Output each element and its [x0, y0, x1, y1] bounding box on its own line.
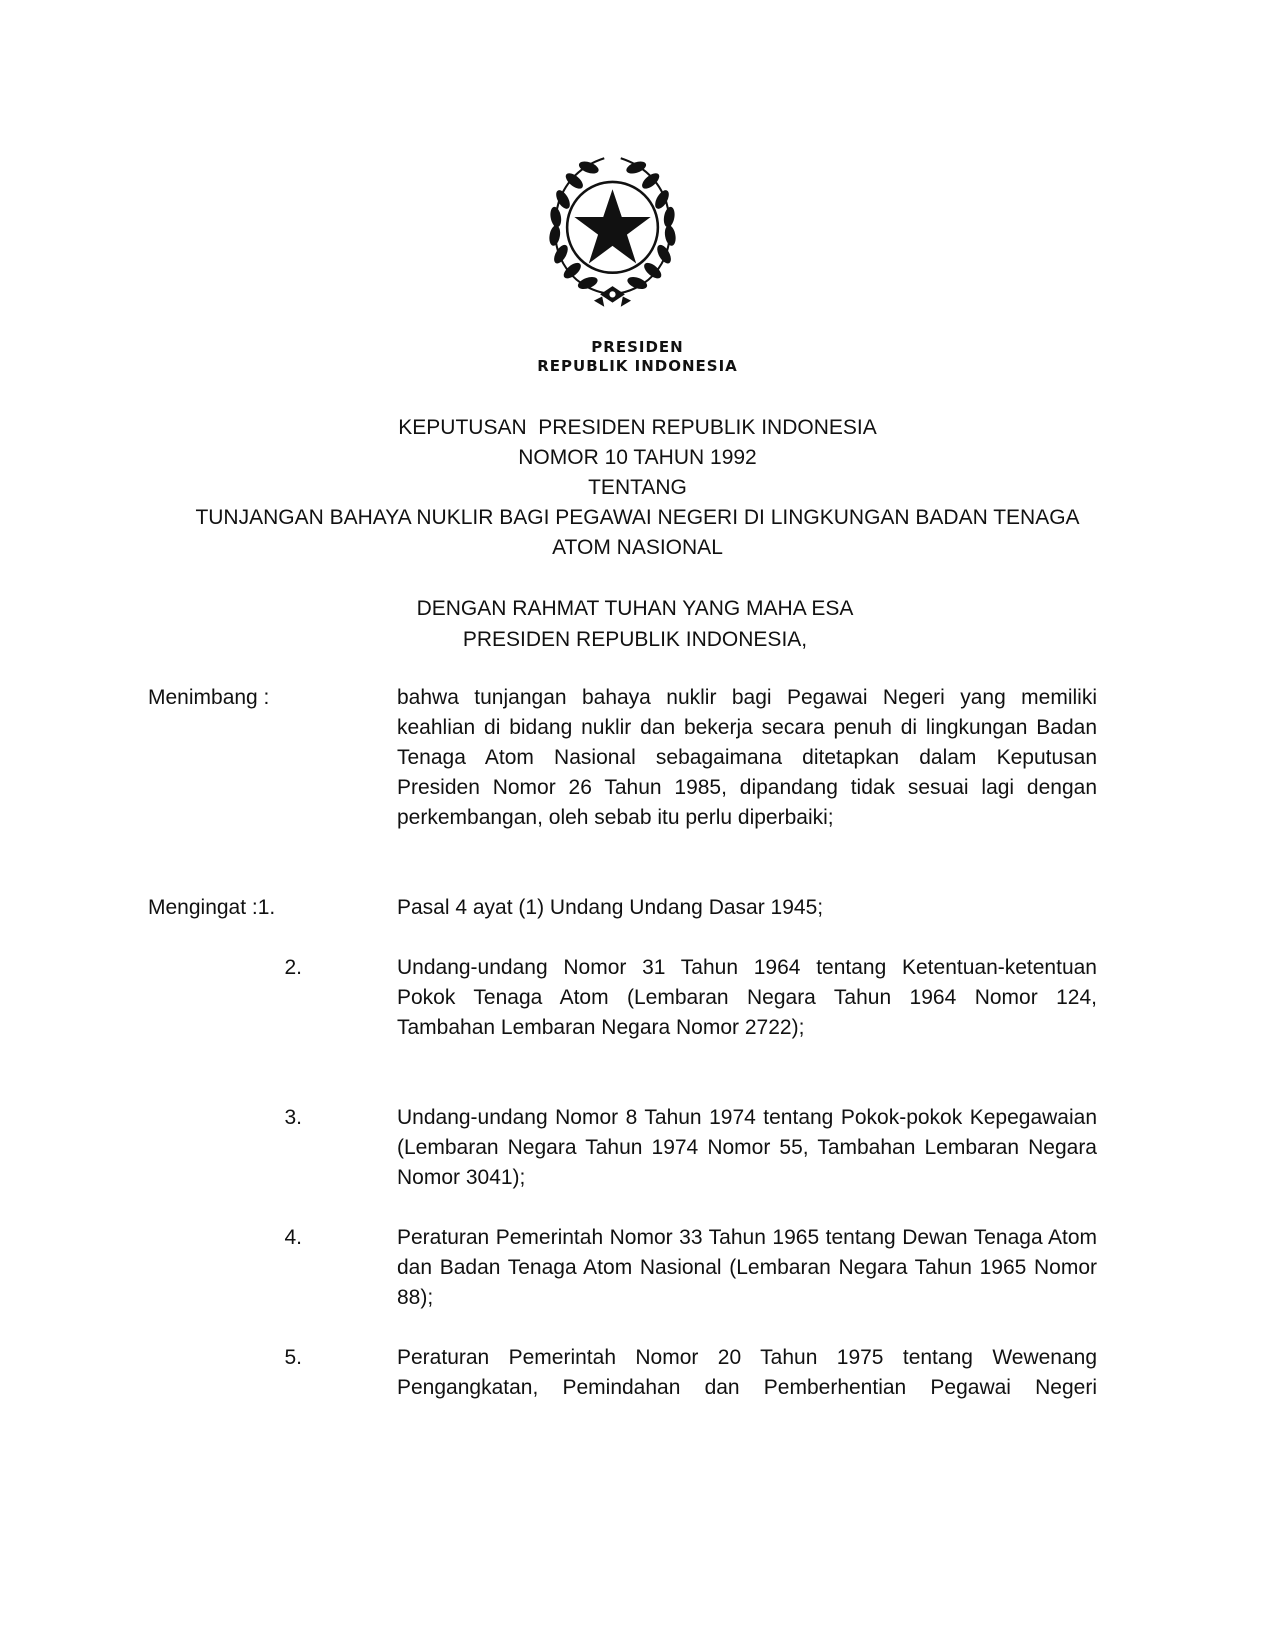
preamble-line2: PRESIDEN REPUBLIK INDONESIA,: [462, 628, 808, 651]
mengingat-item-1: Pasal 4 ayat (1) Undang Undang Dasar 1945;: [397, 896, 824, 919]
menimbang-label: Menimbang :: [148, 686, 270, 709]
mengingat-item-2: Undang-undang Nomor 31 Tahun 1964 tentang Ketentuan-ketentuan Pokok Tenaga Atom (Lembaran Negara Tahun 1964 Nomor 124, Tambahan Lembaran Negara Nomor 2722);: [397, 956, 1097, 1039]
title-line5: ATOM NASIONAL: [552, 536, 723, 559]
mengingat-label: Mengingat :1.: [148, 896, 276, 919]
mengingat-item-5: Peraturan Pemerintah Nomor 20 Tahun 1975 tentang Wewenang Pengangkatan, Pemindahan dan Pemberhentian Pegawai Negeri: [397, 1346, 1097, 1399]
preamble: [360, 593, 910, 655]
decree-title: [150, 413, 1125, 563]
title-line4: TUNJANGAN BAHAYA NUKLIR BAGI PEGAWAI NEGERI DI LINGKUNGAN BADAN TENAGA: [195, 506, 1080, 529]
title-line1: KEPUTUSAN PRESIDEN REPUBLIK INDONESIA: [398, 416, 877, 439]
mengingat-item-3: Undang-undang Nomor 8 Tahun 1974 tentang Pokok-pokok Kepegawaian (Lembaran Negara Tahun 1974 Nomor 55, Tambahan Lembaran Negara Nomor 3041);: [397, 1106, 1097, 1189]
mengingat-item-3-number: 3.: [284, 1106, 302, 1129]
title-line3: TENTANG: [588, 476, 687, 499]
emblem-caption-line2: REPUBLIK INDONESIA: [537, 357, 738, 375]
emblem-caption-line1: PRESIDEN: [591, 338, 684, 356]
title-line2: NOMOR 10 TAHUN 1992: [518, 446, 757, 469]
menimbang-text: bahwa tunjangan bahaya nuklir bagi Pegawai Negeri yang memiliki keahlian di bidang nuklir dan bekerja secara penuh di lingkungan Badan Tenaga Atom Nasional sebagaimana ditetapkan dalam Keputusan Presiden Nomor 26 Tahun 1985, dipandang tidak sesuai lagi dengan perkembangan, oleh sebab itu perlu diperbaiki;: [397, 686, 1097, 829]
mengingat-item-4: Peraturan Pemerintah Nomor 33 Tahun 1965 tentang Dewan Tenaga Atom dan Badan Tenaga Atom Nasional (Lembaran Negara Tahun 1965 Nomor 88);: [397, 1226, 1097, 1309]
emblem-caption: [0, 338, 1275, 376]
mengingat-item-2-number: 2.: [284, 956, 302, 979]
mengingat-item-5-number: 5.: [284, 1346, 302, 1369]
presidential-emblem-icon: [540, 150, 685, 315]
mengingat-item-4-number: 4.: [284, 1226, 302, 1249]
preamble-line1: DENGAN RAHMAT TUHAN YANG MAHA ESA: [416, 597, 854, 620]
